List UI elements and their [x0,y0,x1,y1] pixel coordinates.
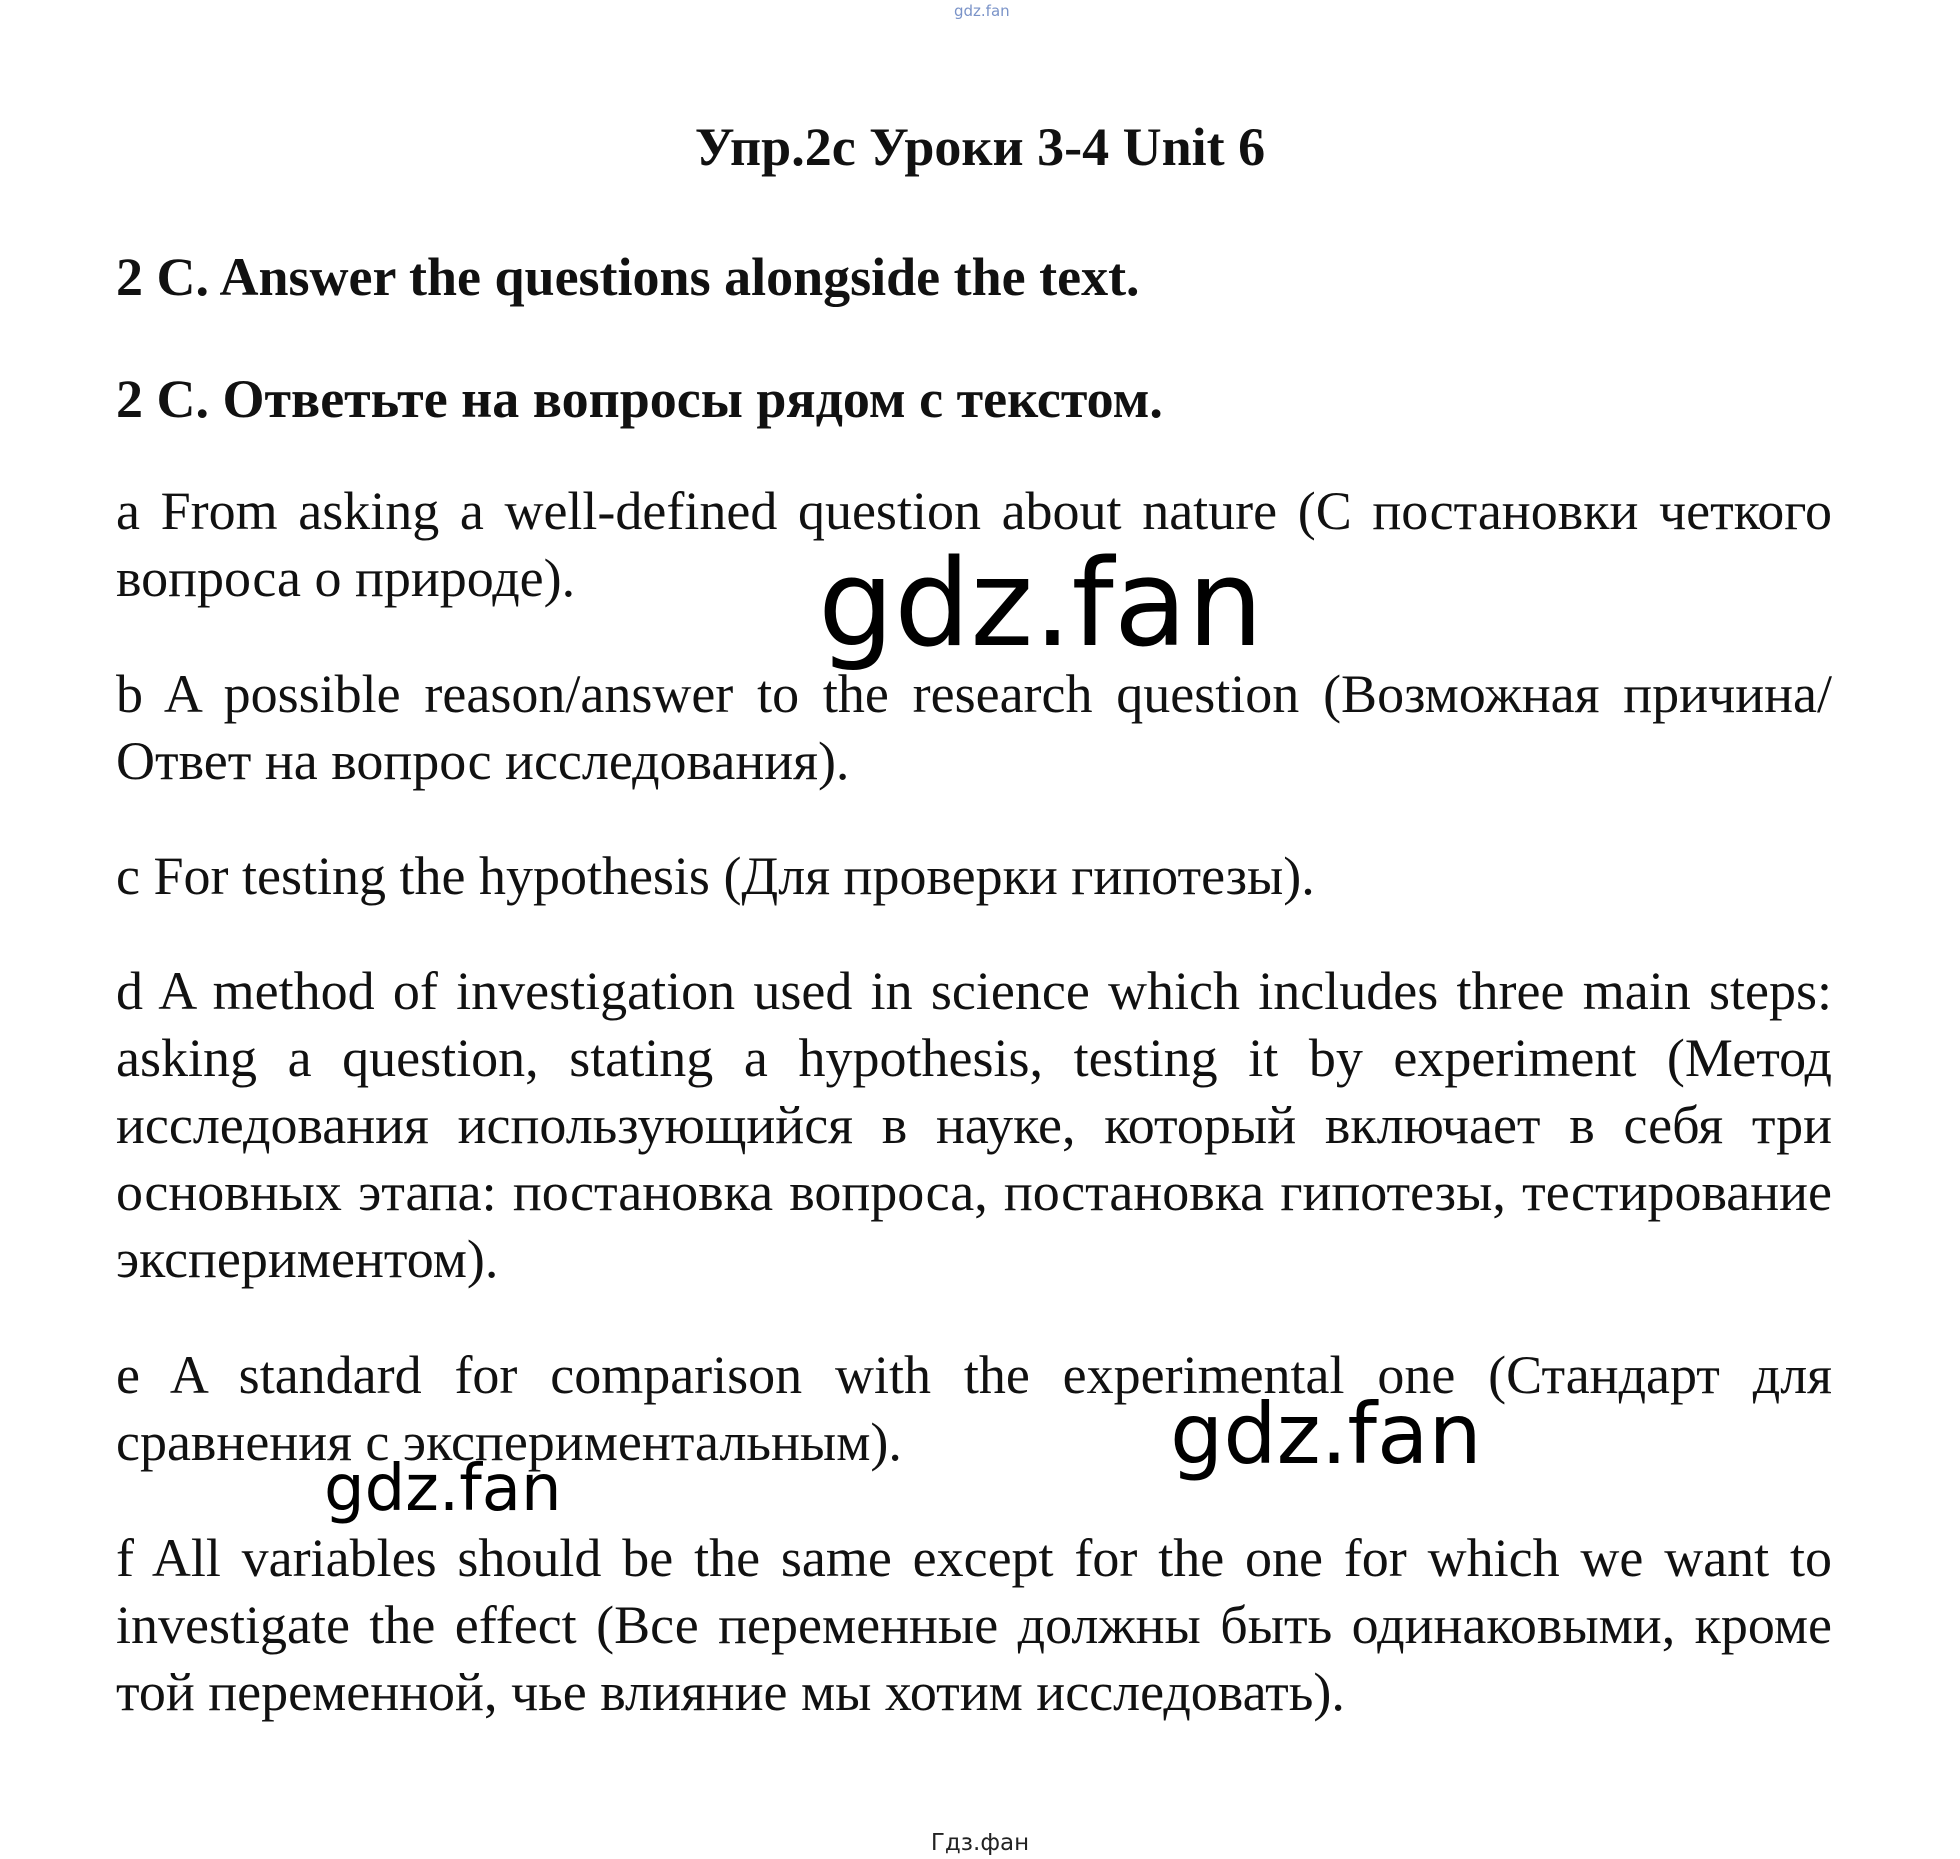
task-heading-english: 2 C. Answer the questions alongside the text. [116,247,1140,307]
watermark-large: gdz.fan [818,535,1264,674]
site-mark: gdz.fan [954,2,1010,20]
task-heading-russian: 2 C. Ответьте на вопросы рядом с текстом. [116,369,1163,429]
page-footer: Гдз.фан [930,1830,1030,1856]
answer-f: f All variables should be the same except for the one for which we want to investigate the effect (Все переменные должны быть одинаковыми, кроме той переменной, чье влияние мы хотим исследовать). [116,1528,1832,1722]
page-title: Упр.2c Уроки 3-4 Unit 6 [694,117,1266,177]
answer-c: c For testing the hypothesis (Для проверки гипотезы). [116,846,1315,906]
answer-b: b A possible reason/answer to the research question (Возможная причина/Ответ на вопрос исследования). [116,664,1832,791]
answer-a: a From asking a well-defined question about nature (С постановки четкого вопроса о природе). [116,481,1832,608]
answer-d: d A method of investigation used in science which includes three main steps: asking a question, stating a hypothesis, testing it by experiment (Метод исследования использующийся в науке, который включает в себя три основных этапа: постановка вопроса, постановка гипотезы, тестирование экспериментом). [116,961,1832,1289]
watermark-medium: gdz.fan [1170,1385,1482,1483]
watermark-small: gdz.fan [324,1452,562,1526]
answer-e: e A standard for comparison with the experimental one (Стандарт для сравнения с экспериментальным). [116,1345,1832,1472]
